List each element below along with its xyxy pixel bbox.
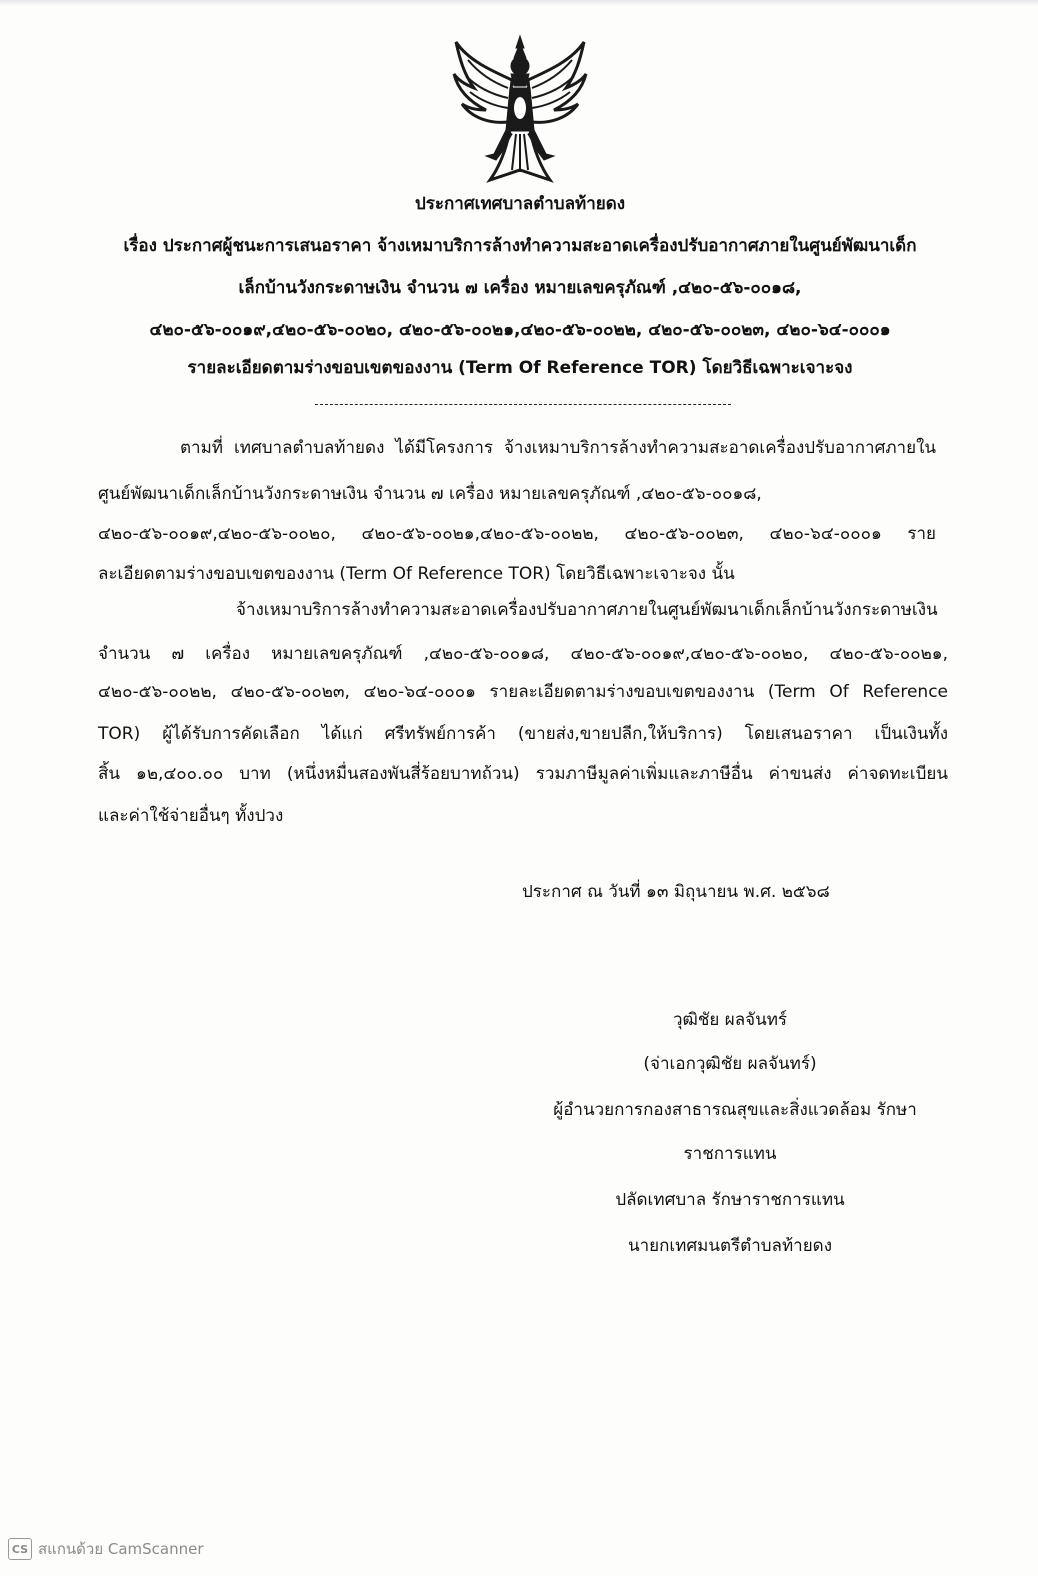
paragraph-1-line: ๔๒๐-๕๖-๐๐๑๙,๔๒๐-๕๖-๐๐๒๐, ๔๒๐-๕๖-๐๐๒๑,๔๒๐-๕๖-๐๐๒๒, ๔๒๐-๕๖-๐๐๒๓, ๔๒๐-๖๔-๐๐๐๑ ราย xyxy=(98,524,936,544)
paragraph-1-line: ศูนย์พัฒนาเด็กเล็กบ้านวังกระดาษเงิน จำนวน ๗ เครื่อง หมายเลขครุภัณฑ์ ,๔๒๐-๕๖-๐๐๑๘, xyxy=(98,484,762,504)
header-divider xyxy=(315,404,731,405)
signatory-position: ราชการแทน xyxy=(683,1144,777,1164)
paragraph-2-line: จำนวน ๗ เครื่อง หมายเลขครุภัณฑ์ ,๔๒๐-๕๖-๐๐๑๘, ๔๒๐-๕๖-๐๐๑๙,๔๒๐-๕๖-๐๐๒๐, ๔๒๐-๕๖-๐๐๒๑, xyxy=(98,644,948,664)
subject-line: รายละเอียดตามร่างขอบเขตของงาน (Term Of Reference TOR) โดยวิธีเฉพาะเจาะจง xyxy=(187,358,853,378)
printed-name: (จ่าเอกวุฒิชัย ผลจันทร์) xyxy=(643,1054,817,1074)
paragraph-1-line: ตามที่ เทศบาลตำบลท้ายดง ได้มีโครงการ จ้างเหมาบริการล้างทำความสะอาดเครื่องปรับอากาศภายใน xyxy=(180,438,936,458)
scanner-text: สแกนด้วย CamScanner xyxy=(38,1540,204,1558)
scanner-footer xyxy=(8,1536,204,1562)
signatory-position: ผู้อำนวยการกองสาธารณสุขและสิ่งแวดล้อม รักษา xyxy=(553,1100,917,1120)
garuda-emblem-icon xyxy=(450,30,590,190)
paragraph-2-line: TOR) ผู้ได้รับการคัดเลือก ได้แก่ ศรีทรัพย์การค้า (ขายส่ง,ขายปลีก,ให้บริการ) โดยเสนอราคา เป็นเงินทั้ง xyxy=(98,724,948,744)
announcement-date: ประกาศ ณ วันที่ ๑๓ มิถุนายน พ.ศ. ๒๕๖๘ xyxy=(522,882,830,902)
signatory-position: ปลัดเทศบาล รักษาราชการแทน xyxy=(615,1190,845,1210)
signatory-position: นายกเทศมนตรีตำบลท้ายดง xyxy=(627,1236,833,1256)
paragraph-2-line: และค่าใช้จ่ายอื่นๆ ทั้งปวง xyxy=(98,806,284,826)
camscanner-logo-icon: CS xyxy=(8,1538,32,1560)
signed-name: วุฒิชัย ผลจันทร์ xyxy=(672,1010,788,1030)
paragraph-2-line: จ้างเหมาบริการล้างทำความสะอาดเครื่องปรับอากาศภายในศูนย์พัฒนาเด็กเล็กบ้านวังกระดาษเงิน xyxy=(236,600,938,620)
scan-top-edge xyxy=(0,0,1038,6)
subject-line: เล็กบ้านวังกระดาษเงิน จำนวน ๗ เครื่อง หมายเลขครุภัณฑ์ ,๔๒๐-๕๖-๐๐๑๘, xyxy=(238,278,802,298)
announcement-title: ประกาศเทศบาลตำบลท้ายดง xyxy=(414,194,626,214)
subject-line: ๔๒๐-๕๖-๐๐๑๙,๔๒๐-๕๖-๐๐๒๐, ๔๒๐-๕๖-๐๐๒๑,๔๒๐-๕๖-๐๐๒๒, ๔๒๐-๕๖-๐๐๒๓, ๔๒๐-๖๔-๐๐๐๑ xyxy=(149,320,891,340)
paragraph-1-line: ละเอียดตามร่างขอบเขตของงาน (Term Of Reference TOR) โดยวิธีเฉพาะเจาะจง นั้น xyxy=(98,564,735,584)
paragraph-2-line: ๔๒๐-๕๖-๐๐๒๒, ๔๒๐-๕๖-๐๐๒๓, ๔๒๐-๖๔-๐๐๐๑ รายละเอียดตามร่างขอบเขตของงาน (Term Of Reference xyxy=(98,682,948,702)
paragraph-2-line: สิ้น ๑๒,๔๐๐.๐๐ บาท (หนึ่งหมื่นสองพันสี่ร้อยบาทถ้วน) รวมภาษีมูลค่าเพิ่มและภาษีอื่น ค่าขนส่ง ค่าจดทะเบียน xyxy=(98,764,948,784)
subject-line: เรื่อง ประกาศผู้ชนะการเสนอราคา จ้างเหมาบริการล้างทำความสะอาดเครื่องปรับอากาศภายในศูนย์พัฒนาเด็ก xyxy=(123,236,917,256)
